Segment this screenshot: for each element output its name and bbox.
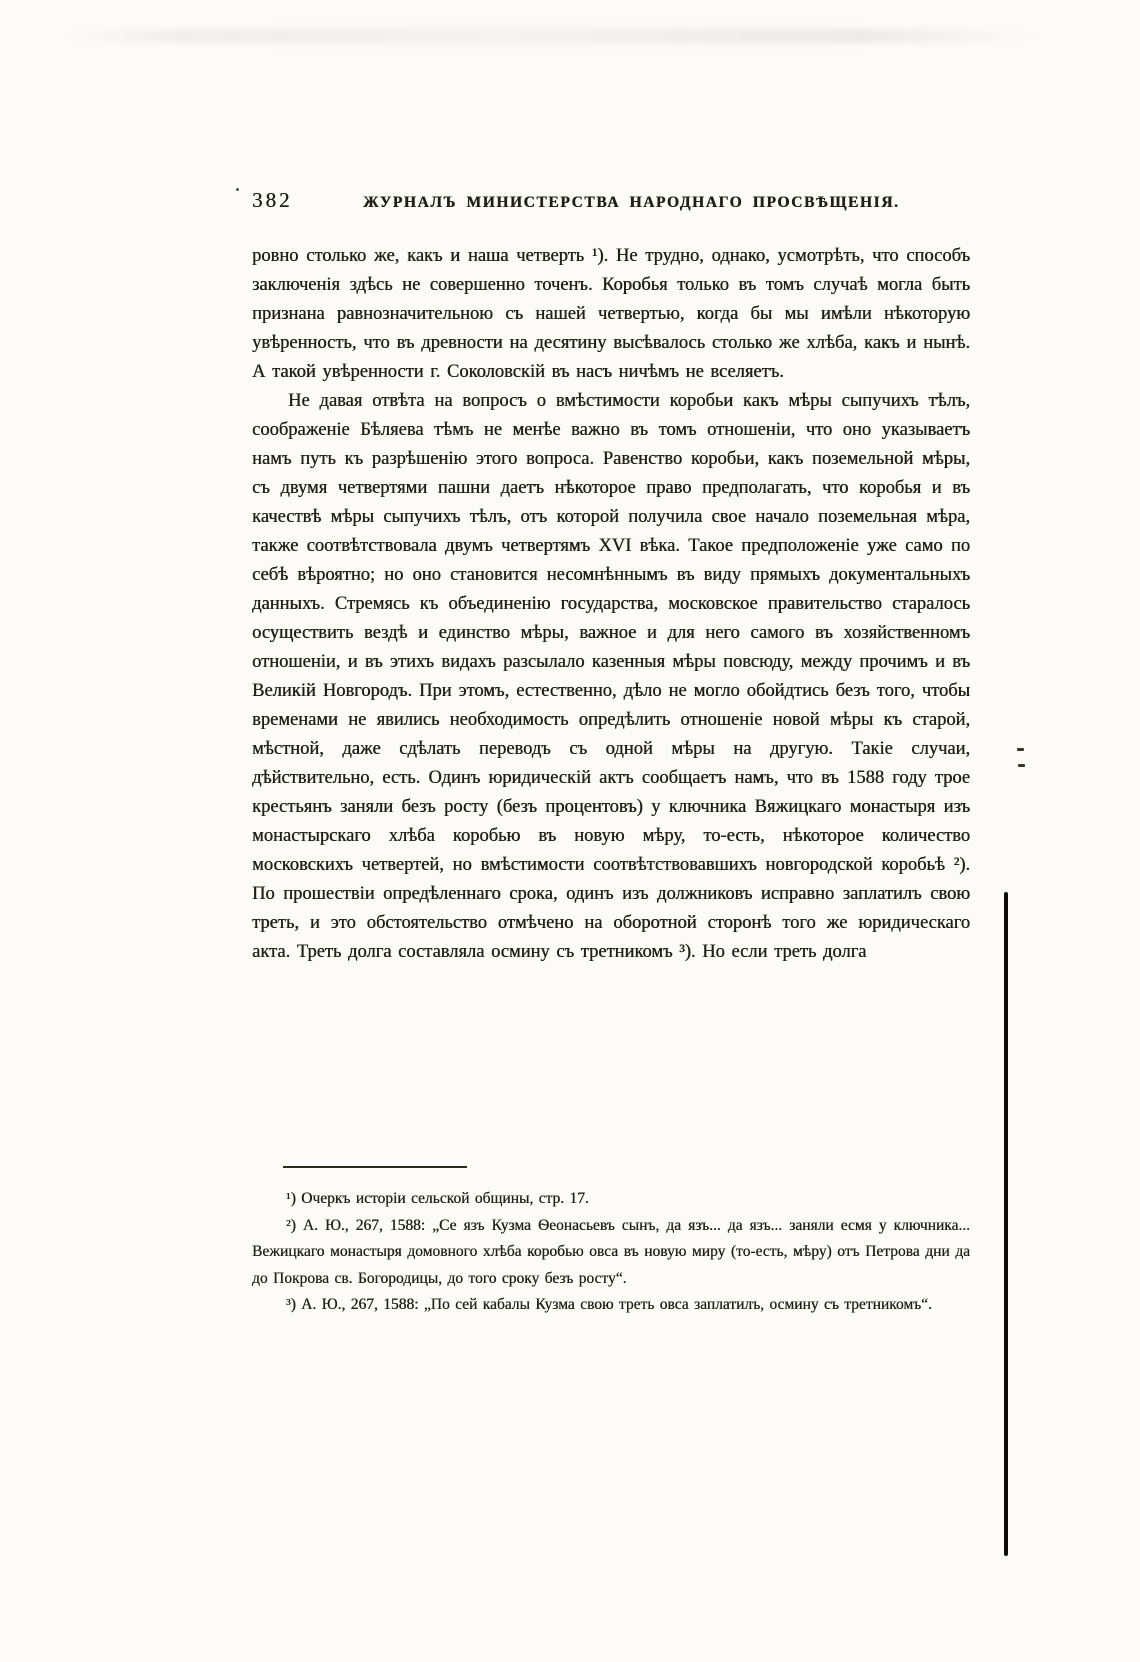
scan-artifact-tick <box>1017 748 1024 751</box>
footnote: ²) А. Ю., 267, 1588: „Се язъ Кузма Ѳеонасьевъ сынъ, да язъ... да язъ... заняли есмя у ключника... Вежицкаго монастыря домовного хлѣба коробью овса въ новую миру (то-есть, мѣру) отъ Петрова дни да до Покрова св. Богородицы, до того сроку безъ росту“. <box>252 1216 970 1287</box>
scan-artifact-smudge <box>50 28 1050 44</box>
paragraph: Не давая отвѣта на вопросъ о вмѣстимости коробьи какъ мѣры сыпучихъ тѣлъ, соображеніе Бѣляева тѣмъ не менѣе важно въ томъ отношеніи, что оно указываетъ намъ путь къ разрѣшенію этого вопроса. Равенство коробьи, какъ поземельной мѣры, съ двумя четвертями пашни даетъ нѣкоторое право предполагать, что коробья и въ качествѣ мѣры сыпучихъ тѣлъ, отъ которой получила свое начало поземельная мѣра, также соотвѣтствовала двумъ четвертямъ XVI вѣка. Такое предположеніе уже само по себѣ вѣроятно; но оно становится несомнѣннымъ въ виду прямыхъ документальныхъ данныхъ. Стремясь къ объединенію государства, московское правительство старалось осуществить вездѣ и единство мѣры, важное и для него самого въ хозяйственномъ отношеніи, и въ этихъ видахъ разсылало казенныя мѣры повсюду, между прочимъ и въ Великій Новгородъ. При этомъ, естественно, дѣло не могло обойдтись безъ того, чтобы временами не явились необходимость опредѣлить отношеніе новой мѣры къ старой, мѣстной, даже сдѣлать переводъ съ одной мѣры на другую. Такіе случаи, дѣйствительно, есть. Одинъ юридическій актъ сообщаетъ намъ, что въ 1588 году трое крестьянъ заняли безъ росту (безъ процентовъ) у ключника Вяжицкаго монастыря изъ монастырскаго хлѣба коробью въ новую мѣру, то-есть, нѣкоторое количество московскихъ четвертей, но вмѣстимости соотвѣтствовавшихъ новгородской коробьѣ ²). По прошествіи опредѣленнаго срока, одинъ изъ должниковъ исправно заплатилъ свою треть, и это обстоятельство отмѣчено на оборотной сторонѣ того же юридическаго акта. Треть долга составляла осмину съ третникомъ ³). Но если треть долга <box>252 391 970 962</box>
footnote: ³) А. Ю., 267, 1588: „По сей кабалы Кузма свою треть овса заплатилъ, осмину съ третникомъ“. <box>286 1296 932 1313</box>
main-text-block <box>252 242 970 967</box>
footnote: ¹) Очеркъ исторіи сельской общины, стр. 17. <box>286 1190 589 1207</box>
footnotes-block <box>252 1186 970 1319</box>
footnote-separator-rule <box>283 1166 467 1168</box>
paragraph: ровно столько же, какъ и наша четверть ¹). Не трудно, однако, усмотрѣть, что способъ заключенія здѣсь не совершенно точенъ. Коробья только въ томъ случаѣ могла быть признана равнозначительною съ нашей четвертью, когда бы мы имѣли нѣкоторую увѣренность, что въ древности на десятину высѣвалось столько же хлѣба, какъ и нынѣ. А такой увѣренности г. Соколовскій въ насъ ничѣмъ не вселяетъ. <box>252 246 970 382</box>
scan-artifact-tick <box>1018 764 1025 767</box>
page-header <box>252 188 970 213</box>
scan-artifact-binding-line <box>1004 892 1008 1556</box>
page-number: 382 <box>252 188 293 212</box>
scan-artifact-speck <box>236 188 239 191</box>
running-title: ЖУРНАЛЪ МИНИСТЕРСТВА НАРОДНАГО ПРОСВѢЩЕНІЯ. <box>363 194 900 211</box>
